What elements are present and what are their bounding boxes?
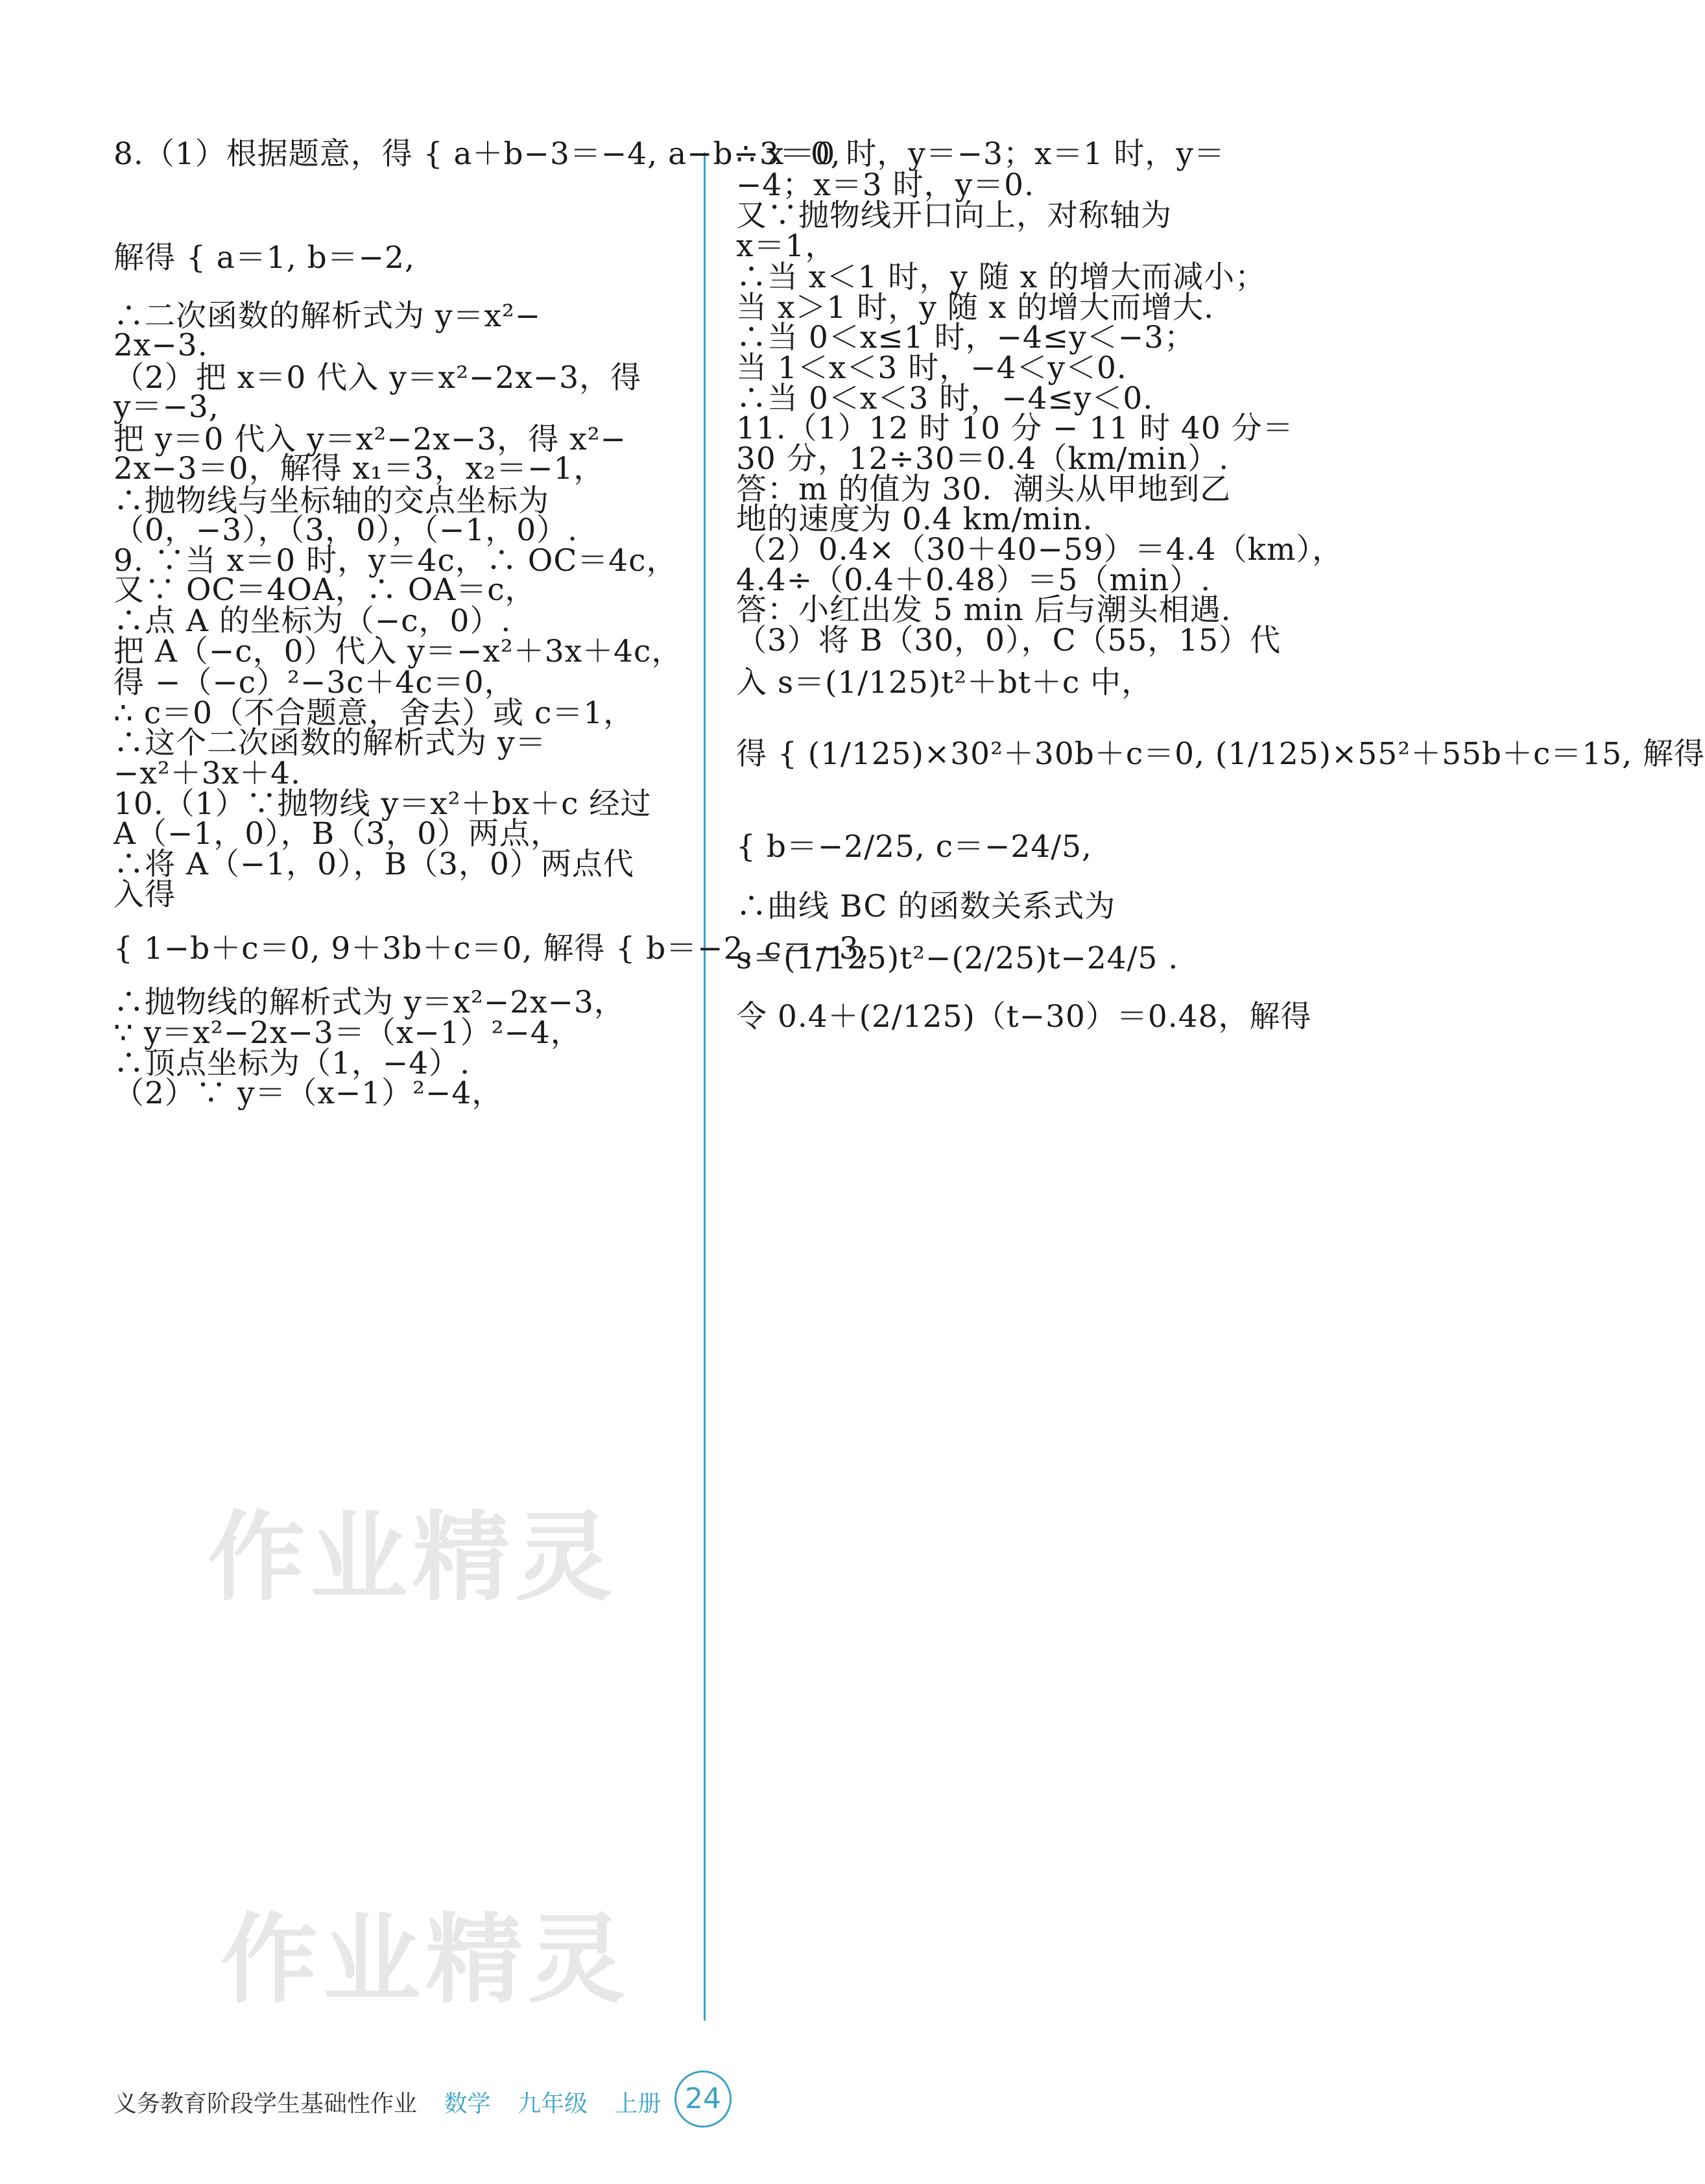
answer-line: ∴抛物线的解析式为 y＝x²−2x−3， xyxy=(113,985,625,1020)
watermark-text: 作业精灵 xyxy=(221,1904,631,2017)
answer-line: 当 1＜x＜3 时，−4＜y＜0. xyxy=(736,350,1127,386)
answer-line: ∴这个二次函数的解析式为 y＝ xyxy=(113,725,547,761)
answer-line: A（−1，0），B（3，0）两点， xyxy=(113,816,562,852)
answer-line: 2x−3. xyxy=(113,328,208,363)
answer-line: ∴当 0＜x≤1 时，−4≤y＜−3； xyxy=(736,320,1196,355)
footer-book-title: 义务教育阶段学生基础性作业 xyxy=(113,2091,418,2117)
answer-line: s＝(1/125)t²−(2/25)t−24/5 . xyxy=(736,941,1179,976)
answer-line: 地的速度为 0.4 km/min. xyxy=(736,501,1093,537)
answer-line: 入得 xyxy=(113,877,176,913)
answer-line: ∴将 A（−1，0），B（3，0）两点代 xyxy=(113,846,634,882)
answer-line: ∴抛物线与坐标轴的交点坐标为 xyxy=(113,483,549,519)
answer-line: 得 −（−c）²−3c＋4c＝0， xyxy=(113,665,516,701)
answer-line: （2）把 x＝0 代入 y＝x²−2x−3，得 xyxy=(113,360,642,396)
footer-volume: 上册 xyxy=(614,2091,662,2117)
answer-line: 入 s＝(1/125)t²＋bt＋c 中， xyxy=(736,665,1153,701)
answer-line: 8.（1）根据题意，得 { a＋b−3＝−4, a−b−3＝0, xyxy=(113,136,841,172)
watermark-text: 作业精灵 xyxy=(208,1502,618,1614)
answer-line: 11.（1）12 时 10 分 − 11 时 40 分＝ xyxy=(736,411,1294,446)
answer-line: 10.（1）∵抛物线 y＝x²＋bx＋c 经过 xyxy=(113,786,652,822)
answer-line: ∴当 0＜x＜3 时，−4≤y＜0. xyxy=(736,381,1154,416)
answer-line: y＝−3, xyxy=(113,389,219,425)
answer-line: （2）0.4×（30＋40−59）＝4.4（km）， xyxy=(736,532,1344,568)
footer-grade: 九年级 xyxy=(517,2091,588,2117)
answer-line: 又∵抛物线开口向上，对称轴为 xyxy=(736,198,1172,234)
footer xyxy=(113,2085,661,2118)
answer-line: ∴ c＝0（不合题意，舍去）或 c＝1， xyxy=(113,695,635,731)
footer-subject: 数学 xyxy=(444,2091,491,2117)
answer-line: ∴点 A 的坐标为（−c，0）. xyxy=(113,603,512,639)
answer-line: 2x−3＝0，解得 x₁＝3，x₂＝−1， xyxy=(113,451,605,486)
answer-line: 30 分，12÷30＝0.4（km/min）. xyxy=(736,441,1230,477)
answer-line: ∴二次函数的解析式为 y＝x²− xyxy=(113,298,542,334)
answer-line: 9. ∵当 x＝0 时，y＝4c，∴ OC＝4c， xyxy=(113,543,678,579)
answer-line: ∴曲线 BC 的函数关系式为 xyxy=(736,889,1116,924)
answer-line: ∴当 x＜1 时，y 随 x 的增大而减小； xyxy=(736,259,1267,295)
answer-line: 解得 { a＝1, b＝−2, xyxy=(113,240,415,276)
answer-line: −x²＋3x＋4. xyxy=(113,756,301,791)
column-divider xyxy=(704,152,706,2021)
answer-line: ∵ y＝x²−2x−3＝（x−1）²−4， xyxy=(113,1015,582,1051)
answer-line: { 1−b＋c＝0, 9＋3b＋c＝0, 解得 { b＝−2, c＝−3, xyxy=(113,931,870,966)
answer-line: 答：m 的值为 30．潮头从甲地到乙 xyxy=(736,472,1232,507)
answer-line: （3）将 B（30，0），C（55，15）代 xyxy=(736,623,1282,658)
answer-line: 答：小红出发 5 min 后与潮头相遇. xyxy=(736,592,1232,628)
answer-line: ∴ x＝0 时，y＝−3；x＝1 时，y＝ xyxy=(736,136,1225,172)
answer-line: { b＝−2/25, c＝−24/5, xyxy=(736,829,1092,865)
answer-line: 令 0.4＋(2/125)（t−30）＝0.48，解得 xyxy=(736,999,1312,1035)
page-number: 24 xyxy=(674,2070,732,2128)
answer-line: 当 x＞1 时，y 随 x 的增大而增大. xyxy=(736,290,1215,326)
answer-line: 把 A（−c，0）代入 y＝−x²＋3x＋4c， xyxy=(113,634,683,669)
answer-line: 又∵ OC＝4OA，∴ OA＝c， xyxy=(113,572,536,608)
answer-line: 得 { (1/125)×30²＋30b＋c＝0, (1/125)×55²＋55b＋c＝15, 解得 xyxy=(736,736,1705,772)
answer-line: （0，−3），（3，0），（−1，0）. xyxy=(113,512,578,548)
answer-line: ∴顶点坐标为（1，−4）. xyxy=(113,1046,471,1081)
answer-line: 4.4÷（0.4＋0.48）＝5（min）. xyxy=(736,562,1211,598)
answer-line: x＝1， xyxy=(736,228,837,264)
answer-line: （2）∵ y＝（x−1）²−4， xyxy=(113,1075,503,1111)
answer-line: 把 y＝0 代入 y＝x²−2x−3，得 x²− xyxy=(113,422,626,457)
answer-line: −4；x＝3 时，y＝0. xyxy=(736,167,1035,203)
